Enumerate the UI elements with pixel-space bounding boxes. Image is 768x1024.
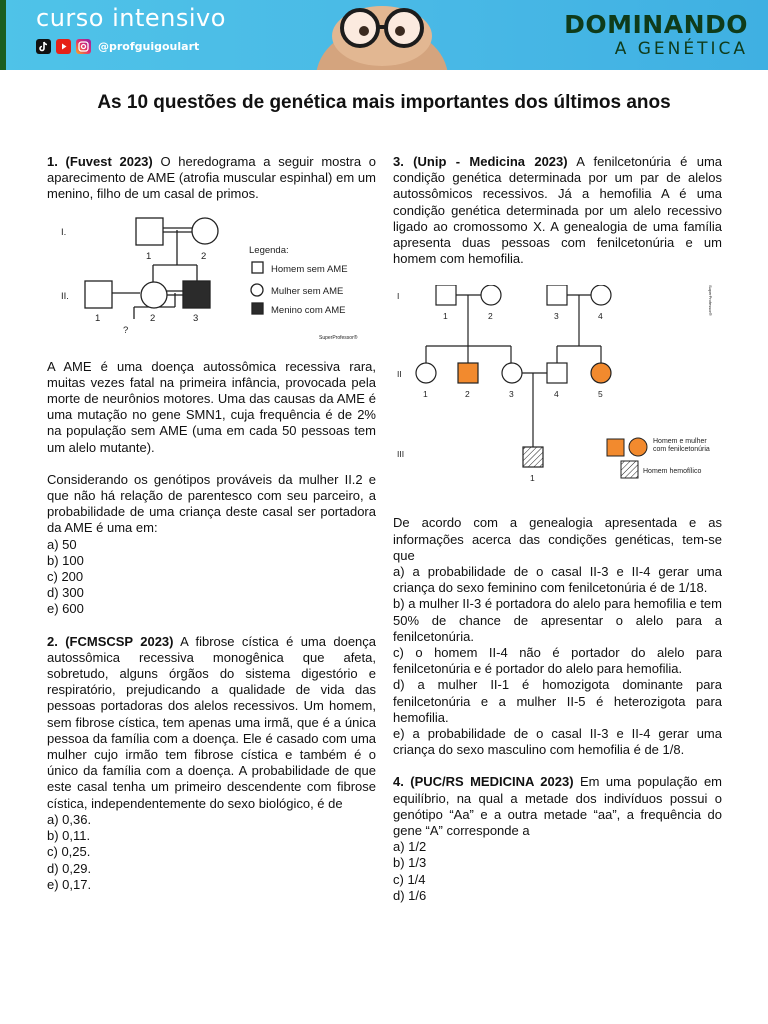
q3-label-ii4: 4	[554, 389, 559, 400]
banner-accent-stripe	[0, 0, 6, 70]
q1-label-i2: 2	[201, 250, 207, 262]
q1-label-ii3: 3	[193, 312, 199, 324]
q1-option-e[interactable]: e) 600	[47, 601, 84, 617]
right-column	[393, 154, 722, 904]
legend-pku-line-1: Homem e mulher	[653, 438, 707, 446]
legend-female-icon	[251, 284, 263, 296]
legend-male-icon	[252, 262, 263, 273]
q3-male-i1	[436, 285, 456, 305]
q3-option-e[interactable]: e) a probabilidade de o casal II-3 e II-4 gerar uma criança do sexo masculino com hemofilia é de 1/8.	[393, 726, 722, 758]
q2-option-d[interactable]: d) 0,29.	[47, 860, 92, 876]
q1-option-d[interactable]: d) 300	[47, 585, 84, 601]
q1-pedigree-figure	[61, 215, 377, 351]
q1-options	[47, 537, 376, 618]
q1-intro	[47, 154, 376, 203]
brand-logo	[564, 12, 748, 60]
q1-option-c[interactable]: c) 200	[47, 569, 84, 585]
q1-figure-credit: SuperProfessor®	[319, 334, 358, 341]
q4-option-b[interactable]: b) 1/3	[393, 855, 427, 871]
q4-body: Em uma população em equilíbrio, na qual a metade dos indivíduos possui o genótipo “Aa” e a outra metade “aa”, a frequência do gene “A” corresponde a	[393, 774, 723, 839]
social-handle[interactable]: @profguigoulart	[98, 40, 200, 53]
q3-label-ii2: 2	[465, 389, 470, 400]
q3-option-d[interactable]: d) a mulher II-1 é homozigota dominante para fenilcetonúria e a mulher II-5 é heterozigota para hemofilia.	[393, 677, 722, 725]
q1-label-ii2: 2	[150, 312, 156, 324]
q1-number: 1. (Fuvest 2023)	[47, 154, 153, 169]
q3-label-i4: 4	[598, 311, 603, 322]
q1-male-ii1	[85, 281, 112, 308]
q3-pku-male-ii2	[458, 363, 478, 383]
legend-item-3: Menino com AME	[271, 304, 346, 316]
q3-option-b[interactable]: b) a mulher II-3 é portadora do alelo para hemofilia e tem 50% de chance de apresentar o alelo para a fenilcetonúria.	[393, 596, 722, 644]
legend-pku-male-icon	[607, 439, 624, 456]
q3-label-i3: 3	[554, 311, 559, 322]
q3-gen-i: I	[397, 291, 400, 302]
q3-label-i2: 2	[488, 311, 493, 322]
legend-hemophilia-label: Homem hemofílico	[643, 468, 702, 476]
q3-label-ii3: 3	[509, 389, 514, 400]
q2-body: A fibrose cística é uma doença autossômica recessiva monogênica que afeta, sobretudo, alguns órgãos do sistema digestório e respiratório, prejudicando a qualidade de vida das pessoas portadoras dos alelos recessivos. Um homem, sem fibrose cística, tem apenas uma irmã, que é a única pessoa da família com a doença. Ele é casado com uma mulher cujo irmão tem fibrose cística e também é o único da família com a doença. A probabilidade de que este casal tenha um primeiro descendente com fibrose cística, independentemente do sexo biológico, é de	[47, 633, 377, 811]
legend-item-1: Homem sem AME	[271, 263, 348, 275]
q1-paragraph-2: A AME é uma doença autossômica recessiva rara, muitas vezes fatal na primeira infância, provocada pela morte de neurônios motores. Uma das causas da AME é uma mutação no gene SMN1, cuja frequência é de 2% na população sem AME (uma em cada 50 pessoas tem um alelo mutante).	[47, 358, 376, 455]
q4-options	[393, 839, 722, 904]
q1-option-b[interactable]: b) 100	[47, 552, 84, 568]
legend-affected-icon	[252, 303, 263, 314]
social-links	[36, 39, 199, 54]
q1-female-ii2	[141, 282, 167, 308]
q1-paragraph-3: Considerando os genótipos prováveis da mulher II.2 e que não há relação de parentesco com seu parceiro, a probabilidade de uma criança deste casal ser portadora da AME é uma em:	[47, 471, 376, 536]
header-banner	[0, 0, 768, 70]
q4-option-d[interactable]: d) 1/6	[393, 887, 427, 903]
q1-male-i1	[136, 218, 163, 245]
q3-male-i3	[547, 285, 567, 305]
q1-option-a[interactable]: a) 50	[47, 536, 77, 552]
q1-unknown-mark: ?	[123, 324, 129, 336]
q3-figure-credit: SuperProfessor®	[708, 285, 713, 317]
q3-option-a[interactable]: a) a probabilidade de o casal II-3 e II-4 gerar uma criança do sexo feminino com fenilcetonúria é de 1/18.	[393, 564, 722, 596]
q3-female-ii3	[502, 363, 522, 383]
brand-line-2: A GENÉTICA	[614, 39, 748, 59]
q3-male-ii4	[547, 363, 567, 383]
course-label: curso intensivo	[36, 4, 226, 32]
instagram-icon[interactable]	[76, 39, 91, 54]
q1-affected-male-ii3	[183, 281, 210, 308]
q4-number: 4. (PUC/RS MEDICINA 2023)	[393, 774, 574, 790]
q2-option-c[interactable]: c) 0,25.	[47, 844, 91, 860]
q3-option-c[interactable]: c) o homem II-4 não é portador do alelo para fenilcetonúria e é portador do alelo para hemofilia.	[393, 645, 722, 677]
tiktok-icon[interactable]	[36, 39, 51, 54]
q3-gen-ii: II	[397, 369, 402, 380]
page-title: As 10 questões de genética mais importantes dos últimos anos	[97, 92, 671, 113]
q3-number: 3. (Unip - Medicina 2023)	[393, 154, 568, 169]
mascot-illustration-icon	[312, 0, 452, 70]
q1-intro-text: O heredograma a seguir mostra o aparecimento de AME (atrofia muscular espinhal) em um menino, filho de um casal de primos.	[47, 154, 376, 202]
q3-female-i4	[591, 285, 611, 305]
q3-intro	[393, 154, 722, 267]
q3-intro-text: A fenilcetonúria é uma condição genética determinada por um par de alelos autossômicos recessivos. Já a hemofilia A é uma condição genética determinada por um alelo recessivo ligado ao cromossomo X. A genealogia de uma família apresenta duas pessoas com fenilcetonúria e um homem com hemofilia.	[393, 154, 723, 267]
q3-paragraph-2: De acordo com a genealogia apresentada e as informações acerca das condições genéticas, tem-se que	[393, 515, 722, 563]
q3-female-i2	[481, 285, 501, 305]
q1-label-i1: 1	[146, 250, 152, 262]
q2-number: 2. (FCMSCSP 2023)	[47, 633, 174, 649]
q4-option-a[interactable]: a) 1/2	[393, 839, 427, 855]
brand-line-1: DOMINANDO	[564, 10, 748, 39]
q1-gen-ii: II.	[61, 290, 69, 302]
q3-label-iii1: 1	[530, 473, 535, 484]
legend-title: Legenda:	[249, 244, 289, 256]
q4-text	[393, 774, 722, 839]
q3-label-i1: 1	[443, 311, 448, 322]
q3-label-ii1: 1	[423, 389, 428, 400]
q2-text	[47, 634, 376, 812]
legend-pku-line-2: com fenilcetonúria	[653, 446, 710, 454]
q1-label-ii1: 1	[95, 312, 101, 324]
left-column	[47, 154, 376, 893]
q2-options	[47, 812, 376, 893]
q3-female-ii1	[416, 363, 436, 383]
legend-hemophilia-icon	[621, 461, 638, 478]
youtube-icon[interactable]	[56, 39, 71, 54]
q3-pedigree-figure	[393, 285, 722, 497]
q4-option-c[interactable]: c) 1/4	[393, 871, 426, 887]
legend-pku-female-icon	[629, 438, 647, 456]
q3-gen-iii: III	[397, 449, 405, 460]
q2-option-b[interactable]: b) 0,11.	[47, 828, 91, 844]
q3-hemophilic-male-iii1	[523, 447, 543, 467]
q3-label-ii5: 5	[598, 389, 603, 400]
q2-option-a[interactable]: a) 0,36.	[47, 811, 92, 827]
q1-gen-i: I.	[61, 226, 67, 238]
q2-option-e[interactable]: e) 0,17.	[47, 876, 92, 892]
q1-female-i2	[192, 218, 218, 244]
legend-item-2: Mulher sem AME	[271, 285, 344, 297]
q3-pku-female-ii5	[591, 363, 611, 383]
